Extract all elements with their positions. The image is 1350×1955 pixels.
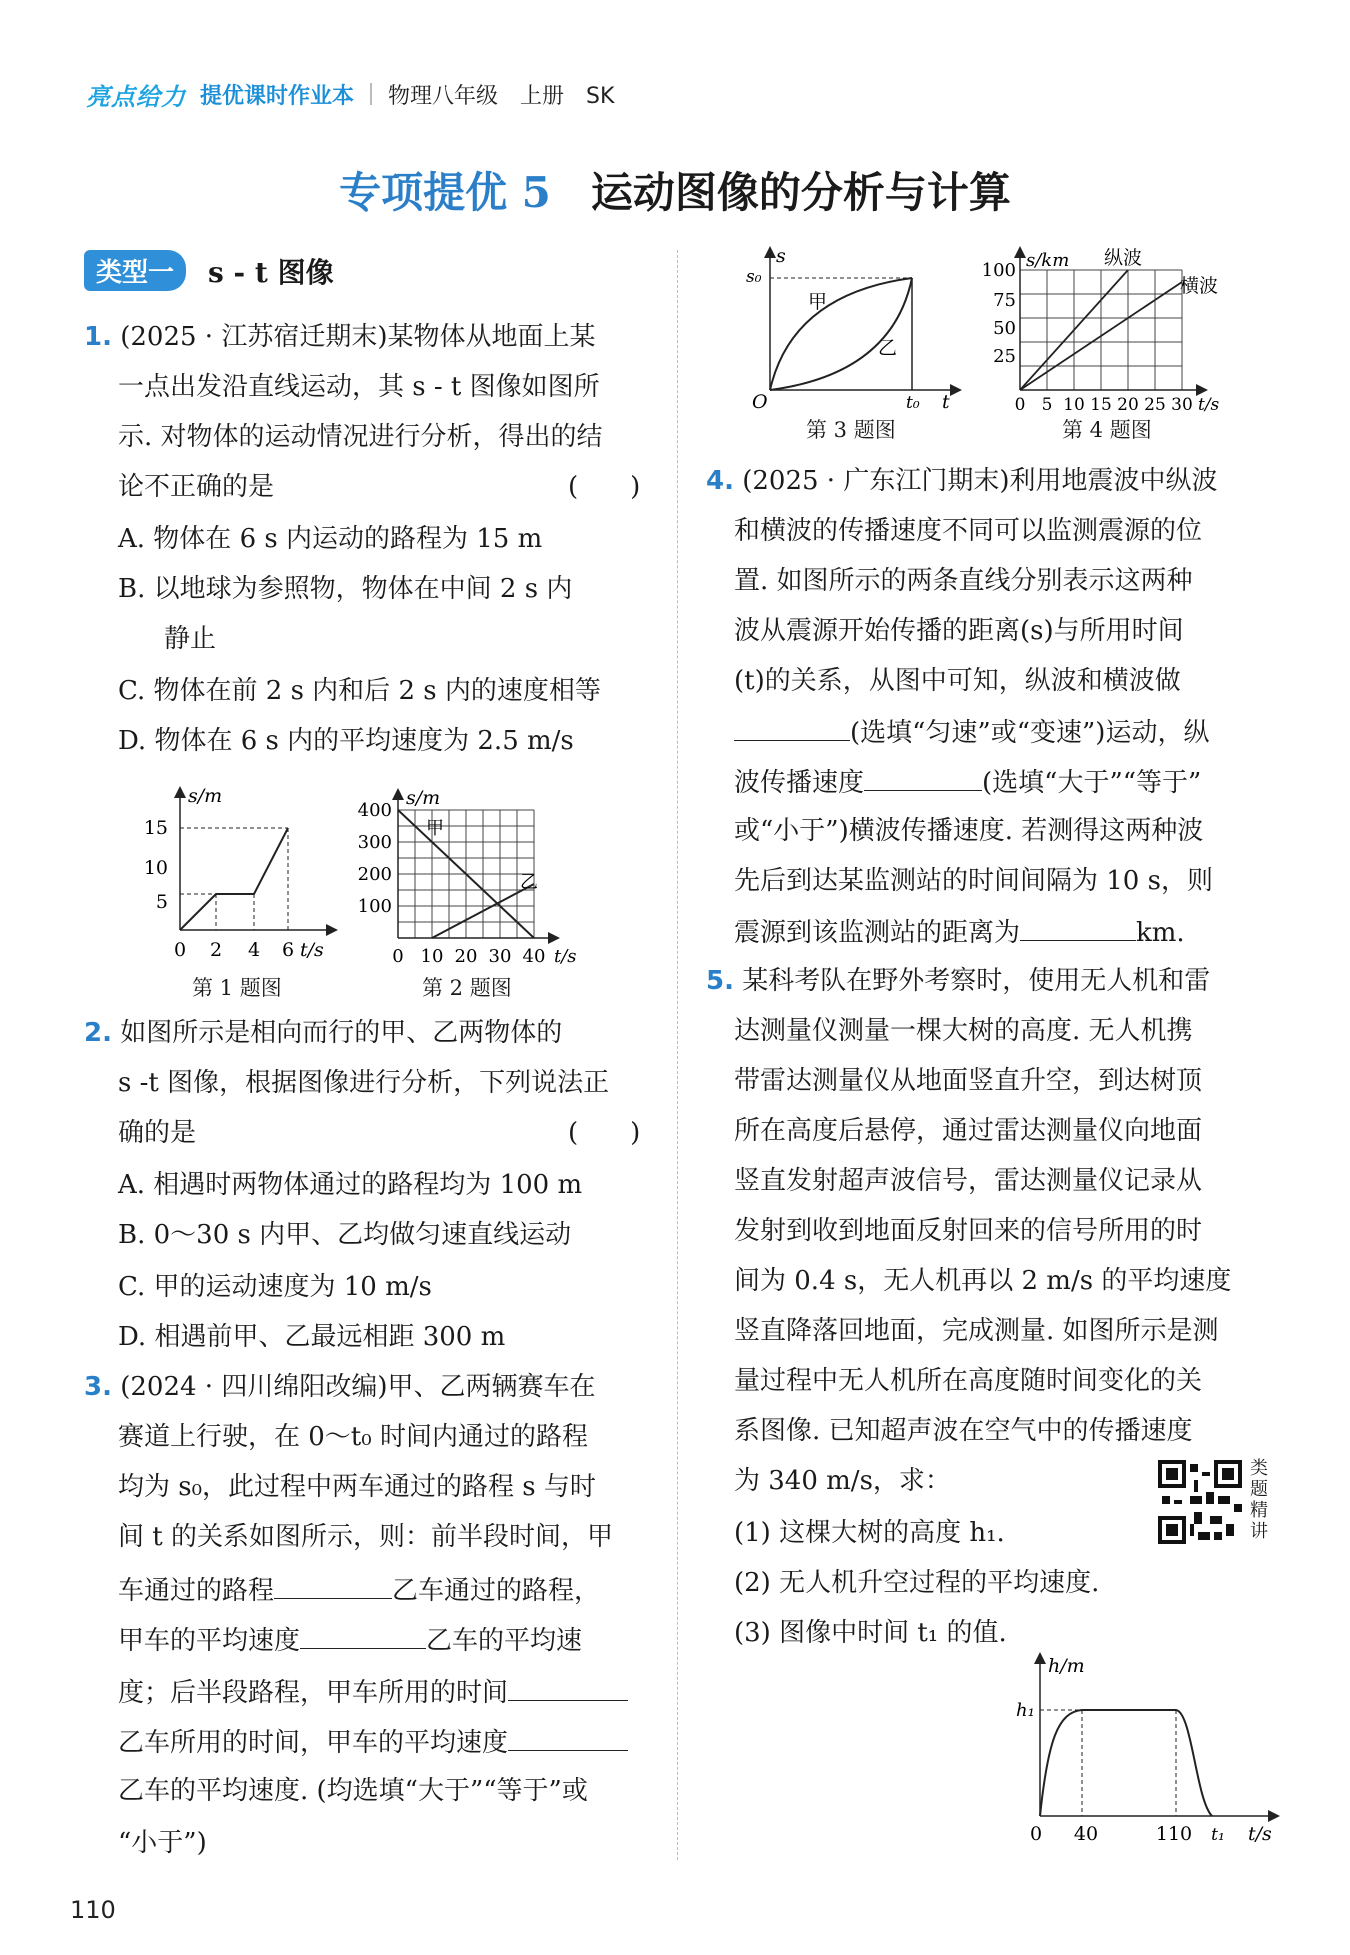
- fig2-ytick-100: 100: [357, 896, 392, 917]
- fig1-ytick-5: 5: [155, 891, 168, 913]
- fig3-caption: 第 3 题图: [806, 418, 896, 442]
- fig1-ylabel: s/m: [188, 785, 223, 807]
- fig5-h1: h₁: [1016, 1700, 1035, 1721]
- fig4-xtick-15: 15: [1090, 395, 1112, 415]
- fig1-ytick-15: 15: [143, 817, 168, 839]
- fig5-ylabel: h/m: [1048, 1655, 1085, 1677]
- q1-answer-bracket: ( ): [568, 472, 641, 502]
- fig1-xlabel: t/s: [300, 939, 324, 961]
- fig5-xtick-0: 0: [1029, 1823, 1043, 1845]
- q5-line-11: 为 340 m/s，求：: [734, 1466, 951, 1496]
- q5-line-2: 达测量仪测量一棵大树的高度. 无人机携: [734, 1016, 1193, 1046]
- fig1-ytick-10: 10: [143, 857, 168, 879]
- header-divider: [370, 83, 372, 105]
- q5-line-1: 5. 某科考队在野外考察时，使用无人机和雷: [706, 966, 1211, 996]
- q3-blank-3[interactable]: [508, 1670, 628, 1701]
- figure-1: [143, 780, 340, 970]
- q4-line-3: 置. 如图所示的两条直线分别表示这两种: [734, 566, 1193, 596]
- q3-number: 3.: [84, 1372, 112, 1402]
- fig5-xtick-110: 110: [1155, 1823, 1193, 1845]
- q2-line-3: 确的是: [118, 1118, 197, 1148]
- q2-option-b: B. 0～30 s 内甲、乙均做匀速直线运动: [118, 1220, 572, 1250]
- q3-line-1: 3. (2024 · 四川绵阳改编)甲、乙两辆赛车在: [84, 1372, 596, 1402]
- q2-answer-bracket: ( ): [568, 1118, 641, 1148]
- type-title: s - t 图像: [208, 255, 334, 289]
- q4-line-6: (选填“匀速”或“变速”)运动，纵: [734, 710, 1209, 749]
- fig4-ytick-25: 25: [993, 346, 1016, 367]
- q4-line-5: (t)的关系，从图中可知，纵波和横波做: [734, 666, 1181, 696]
- qr-label: 类题精讲: [1250, 1458, 1268, 1542]
- q3-line-8: 乙车所用的时间，甲车的平均速度: [118, 1720, 628, 1759]
- q4-line-4: 波从震源开始传播的距离(s)与所用时间: [734, 616, 1184, 646]
- fig1-xtick-2: 2: [209, 939, 223, 961]
- page-header: [86, 74, 614, 114]
- fig5-xtick-40: 40: [1073, 1823, 1099, 1845]
- page-title: [0, 160, 1350, 220]
- fig4-ytick-50: 50: [993, 318, 1016, 339]
- fig3-label-jia: 甲: [808, 291, 828, 313]
- page-number: 110: [70, 1896, 116, 1924]
- q2-line-1: 2. 如图所示是相向而行的甲、乙两物体的: [84, 1018, 563, 1048]
- fig4-xtick-10: 10: [1063, 395, 1085, 415]
- fig4-grid: [1020, 270, 1182, 390]
- q1-option-c: C. 物体在前 2 s 内和后 2 s 内的速度相等: [118, 676, 601, 706]
- q4-line-2: 和横波的传播速度不同可以监测震源的位: [734, 516, 1203, 546]
- fig5-xtick-t1: t₁: [1211, 1825, 1225, 1845]
- q3-line-9: 乙车的平均速度. (均选填“大于”“等于”或: [118, 1776, 588, 1806]
- fig1-caption: 第 1 题图: [192, 976, 282, 1000]
- q1-number: 1.: [84, 322, 112, 352]
- qr-code-icon[interactable]: [1158, 1460, 1242, 1544]
- q1-option-d: D. 物体在 6 s 内的平均速度为 2.5 m/s: [118, 726, 574, 756]
- fig2-caption: 第 2 题图: [422, 976, 512, 1000]
- fig3-curve-jia: [770, 278, 912, 390]
- q4-line-7: 波传播速度 (选填“大于”“等于”: [734, 760, 1201, 799]
- q1-line-3: 示. 对物体的运动情况进行分析，得出的结: [118, 422, 603, 452]
- fig4-xtick-25: 25: [1144, 395, 1166, 415]
- q4-line-10: 震源到该监测站的距离为 km.: [734, 910, 1185, 949]
- fig3-xlabel: t: [942, 391, 950, 413]
- fig4-xlabel: t/s: [1198, 395, 1220, 415]
- q1-line-1: 1. (2025 · 江苏宿迁期末)某物体从地面上某: [84, 322, 596, 352]
- fig4-xtick-20: 20: [1117, 395, 1139, 415]
- q5-line-6: 发射到收到地面反射回来的信号所用的时: [734, 1216, 1203, 1246]
- fig1-xtick-6: 6: [281, 939, 295, 961]
- type-badge: 类型一: [84, 250, 186, 291]
- fig5-curve: [1040, 1710, 1212, 1816]
- fig4-caption: 第 4 题图: [1062, 418, 1152, 442]
- fig4-xtick-30: 30: [1171, 395, 1193, 415]
- q2-number: 2.: [84, 1018, 112, 1048]
- q2-line-2: s -t 图像，根据图像进行分析，下列说法正: [118, 1068, 610, 1098]
- q5-line-4: 所在高度后悬停，通过雷达测量仪向地面: [734, 1116, 1203, 1146]
- q5-line-10: 系图像. 已知超声波在空气中的传播速度: [734, 1416, 1193, 1446]
- fig3-s0: s₀: [746, 267, 762, 287]
- figure-2: [354, 780, 594, 970]
- q3-line-6: 甲车的平均速度 乙车的平均速: [118, 1618, 582, 1657]
- q4-line-8: 或“小于”)横波传播速度. 若测得这两种波: [734, 816, 1204, 846]
- q3-line-5: 车通过的路程 乙车通过的路程，: [118, 1568, 600, 1607]
- q1-option-b-cont: 静止: [164, 624, 217, 654]
- q5-line-5: 竖直发射超声波信号，雷达测量仪记录从: [734, 1166, 1203, 1196]
- fig2-xtick-20: 20: [454, 946, 478, 967]
- fig1-curve: [180, 828, 288, 930]
- q4-blank-1[interactable]: [734, 710, 850, 741]
- q3-line-4: 间 t 的关系如图所示，则：前半段时间，甲: [118, 1522, 613, 1552]
- q3-line-7: 度；后半段路程，甲车所用的时间: [118, 1670, 628, 1709]
- q1-option-b: B. 以地球为参照物，物体在中间 2 s 内: [118, 574, 573, 604]
- fig2-xtick-30: 30: [488, 946, 512, 967]
- fig3-ylabel: s: [776, 245, 786, 267]
- q3-blank-2[interactable]: [300, 1618, 426, 1649]
- q1-option-a: A. 物体在 6 s 内运动的路程为 15 m: [118, 524, 543, 554]
- q3-blank-1[interactable]: [274, 1568, 392, 1599]
- fig5-xlabel: t/s: [1248, 1823, 1272, 1845]
- book-info: 物理八年级 上册 SK: [388, 83, 615, 109]
- q2-option-d: D. 相遇前甲、乙最远相距 300 m: [118, 1322, 506, 1352]
- q5-sub-2: (2) 无人机升空过程的平均速度.: [734, 1568, 1100, 1598]
- fig2-ylabel: s/m: [406, 787, 441, 809]
- figure-3: [742, 244, 960, 414]
- fig2-xtick-40: 40: [522, 946, 546, 967]
- q4-blank-2[interactable]: [864, 760, 982, 791]
- fig1-xtick-0: 0: [173, 939, 187, 961]
- q4-blank-3[interactable]: [1020, 910, 1136, 941]
- fig2-ytick-200: 200: [357, 864, 392, 885]
- fig2-label-yi: 乙: [520, 872, 538, 893]
- q3-line-10: “小于”): [118, 1828, 207, 1858]
- fig4-ytick-75: 75: [993, 290, 1016, 311]
- q5-line-8: 竖直降落回地面，完成测量. 如图所示是测: [734, 1316, 1219, 1346]
- fig4-label-p: 纵波: [1104, 247, 1143, 269]
- fig2-xtick-0: 0: [392, 946, 404, 967]
- fig2-ytick-400: 400: [357, 800, 392, 821]
- fig3-label-yi: 乙: [878, 337, 898, 359]
- fig2-xtick-10: 10: [420, 946, 444, 967]
- q1-line-2: 一点出发沿直线运动，其 s - t 图像如图所: [118, 372, 600, 402]
- figure-4: [974, 244, 1234, 414]
- q1-line-4: 论不正确的是: [118, 472, 275, 502]
- q5-line-3: 带雷达测量仪从地面竖直升空，到达树顶: [734, 1066, 1203, 1096]
- column-divider: [677, 250, 678, 1860]
- fig3-t0: t₀: [906, 393, 920, 413]
- q3-line-2: 赛道上行驶，在 0～t₀ 时间内通过的路程: [118, 1422, 588, 1452]
- q3-line-3: 均为 s₀，此过程中两车通过的路程 s 与时: [118, 1472, 596, 1502]
- fig4-label-s: 横波: [1180, 275, 1219, 297]
- q4-number: 4.: [706, 466, 734, 496]
- fig4-ylabel: s/km: [1026, 250, 1070, 271]
- brand-logo: 亮点给力: [86, 82, 186, 111]
- q5-line-7: 间为 0.4 s，无人机再以 2 m/s 的平均速度: [734, 1266, 1232, 1296]
- q5-line-9: 量过程中无人机所在高度随时间变化的关: [734, 1366, 1203, 1396]
- q5-sub-3: (3) 图像中时间 t₁ 的值.: [734, 1618, 1007, 1648]
- fig2-xlabel: t/s: [554, 946, 577, 967]
- fig4-xtick-5: 5: [1041, 395, 1053, 415]
- fig3-origin: O: [752, 391, 768, 413]
- fig4-ytick-100: 100: [981, 260, 1016, 281]
- q4-line-9: 先后到达某监测站的时间间隔为 10 s，则: [734, 866, 1213, 896]
- q2-option-c: C. 甲的运动速度为 10 m/s: [118, 1272, 432, 1302]
- title-prefix: 专项提优 5: [339, 168, 551, 217]
- q3-blank-4[interactable]: [508, 1720, 628, 1751]
- fig4-xtick-0: 0: [1014, 395, 1026, 415]
- q5-number: 5.: [706, 966, 734, 996]
- type-heading: [84, 250, 334, 291]
- title-main: 运动图像的分析与计算: [590, 168, 1011, 217]
- q4-line-1: 4. (2025 · 广东江门期末)利用地震波中纵波: [706, 466, 1218, 496]
- fig3-curve-yi: [770, 278, 912, 390]
- figure-5: [1016, 1650, 1286, 1850]
- q5-sub-1: (1) 这棵大树的高度 h₁.: [734, 1518, 1005, 1548]
- fig2-ytick-300: 300: [357, 832, 392, 853]
- fig2-label-jia: 甲: [426, 818, 444, 839]
- q2-option-a: A. 相遇时两物体通过的路程均为 100 m: [118, 1170, 583, 1200]
- series-name: 提优课时作业本: [200, 83, 355, 109]
- fig1-xtick-4: 4: [247, 939, 261, 961]
